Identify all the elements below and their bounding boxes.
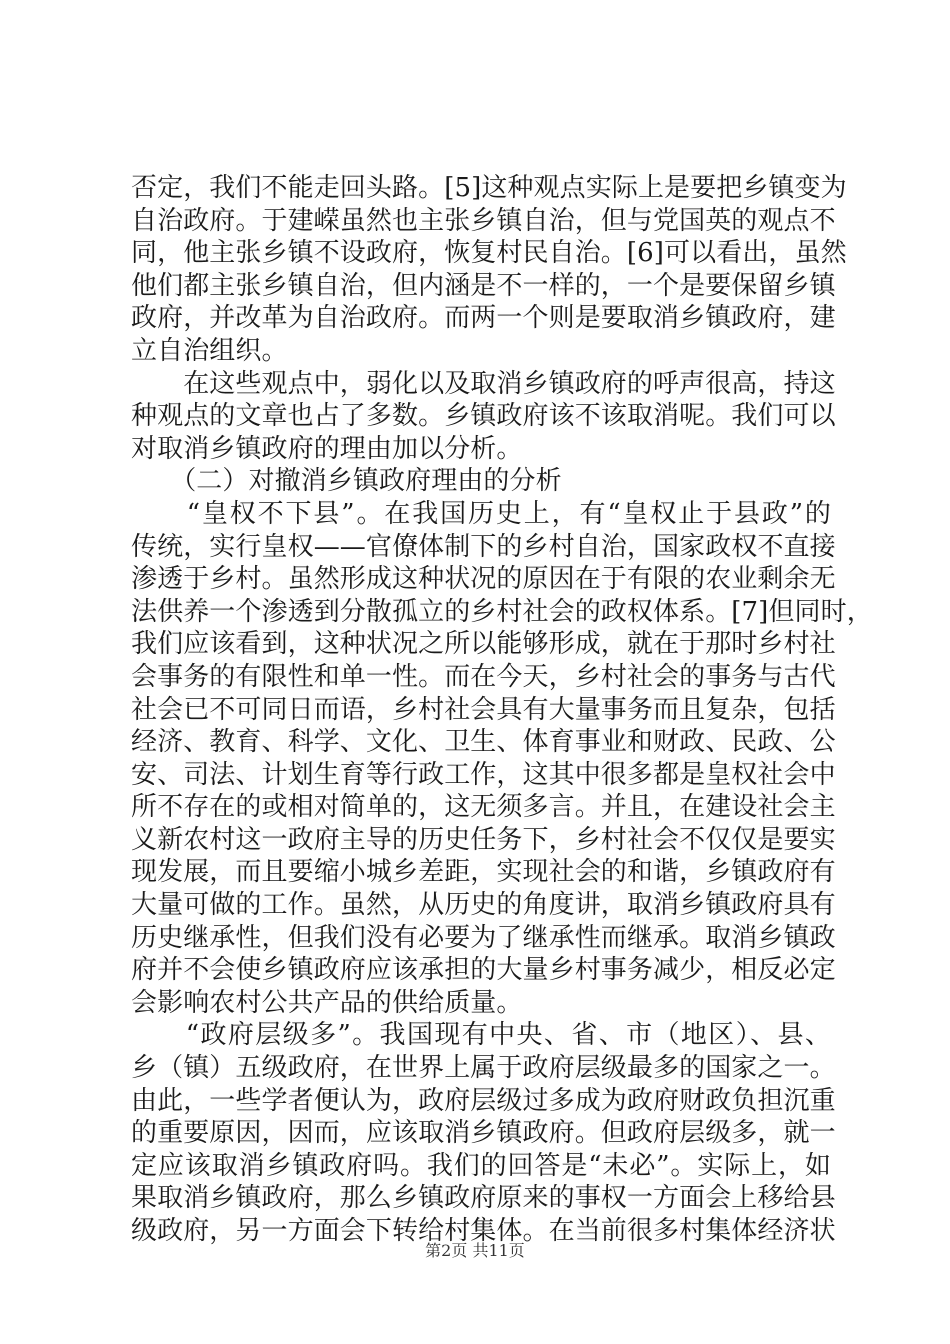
text-line: 社会已不可同日而语，乡村社会具有大量事务而且复杂，包括 xyxy=(131,694,836,725)
text-line: 种观点的文章也占了多数。乡镇政府该不该取消呢。我们可以 xyxy=(131,401,836,432)
text-line: （二）对撤消乡镇政府理由的分析 xyxy=(131,466,562,497)
text-line: 政府，并改革为自治政府。而两一个则是要取消乡镇政府，建 xyxy=(131,303,836,334)
text-line: 乡（镇）五级政府，在世界上属于政府层级最多的国家之一。 xyxy=(131,1053,836,1084)
text-line: 的重要原因，因而，应该取消乡镇政府。但政府层级多，就一 xyxy=(131,1118,836,1149)
text-line: 会影响农村公共产品的供给质量。 xyxy=(131,987,523,1018)
text-line: 大量可做的工作。虽然，从历史的角度讲，取消乡镇政府具有 xyxy=(131,890,836,921)
text-line: 对取消乡镇政府的理由加以分析。 xyxy=(131,433,523,464)
text-line: 经济、教育、科学、文化、卫生、体育事业和财政、民政、公 xyxy=(131,727,836,758)
text-line: 法供养一个渗透到分散孤立的乡村社会的政权体系。[7]但同时， xyxy=(131,596,873,627)
text-line: 现发展，而且要缩小城乡差距，实现社会的和谐，乡镇政府有 xyxy=(131,857,836,888)
text-line: 安、司法、计划生育等行政工作，这其中很多都是皇权社会中 xyxy=(131,759,836,790)
text-line: 否定，我们不能走回头路。[5]这种观点实际上是要把乡镇变为 xyxy=(131,173,847,203)
text-line: “政府层级多”。我国现有中央、省、市（地区）、县、 xyxy=(131,1020,831,1051)
text-line: 果取消乡镇政府，那么乡镇政府原来的事权一方面会上移给县 xyxy=(131,1183,836,1214)
text-line: 自治政府。于建嵘虽然也主张乡镇自治，但与党国英的观点不 xyxy=(131,205,836,236)
text-line: 他们都主张乡镇自治，但内涵是不一样的，一个是要保留乡镇 xyxy=(131,270,836,301)
text-line: 由此，一些学者便认为，政府层级过多成为政府财政负担沉重 xyxy=(131,1085,836,1116)
text-line: 在这些观点中，弱化以及取消乡镇政府的呼声很高，持这 xyxy=(131,368,836,399)
text-line: 渗透于乡村。虽然形成这种状况的原因在于有限的农业剩余无 xyxy=(131,564,836,595)
text-line: 我们应该看到，这种状况之所以能够形成，就在于那时乡村社 xyxy=(131,629,836,660)
text-line: 传统，实行皇权——官僚体制下的乡村自治，国家政权不直接 xyxy=(131,531,836,562)
text-line: 府并不会使乡镇政府应该承担的大量乡村事务减少，相反必定 xyxy=(131,955,836,986)
text-line: 所不存在的或相对简单的，这无须多言。并且，在建设社会主 xyxy=(131,792,836,823)
page-footer: 第2页 共11页 xyxy=(425,1241,525,1260)
text-line: 历史继承性，但我们没有必要为了继承性而继承。取消乡镇政 xyxy=(131,922,836,953)
text-line: “皇权不下县”。在我国历史上，有“皇权止于县政”的 xyxy=(131,498,831,529)
text-line: 定应该取消乡镇政府吗。我们的回答是“未必”。实际上，如 xyxy=(131,1150,831,1181)
document-body xyxy=(131,172,873,1248)
text-line: 义新农村这一政府主导的历史任务下，乡村社会不仅仅是要实 xyxy=(131,824,836,855)
text-line: 级政府，另一方面会下转给村集体。在当前很多村集体经济状 xyxy=(131,1216,836,1246)
text-line: 会事务的有限性和单一性。而在今天，乡村社会的事务与古代 xyxy=(131,661,836,692)
text-line: 同，他主张乡镇不设政府，恢复村民自治。[6]可以看出，虽然 xyxy=(131,238,847,269)
text-line: 立自治组织。 xyxy=(131,335,288,366)
